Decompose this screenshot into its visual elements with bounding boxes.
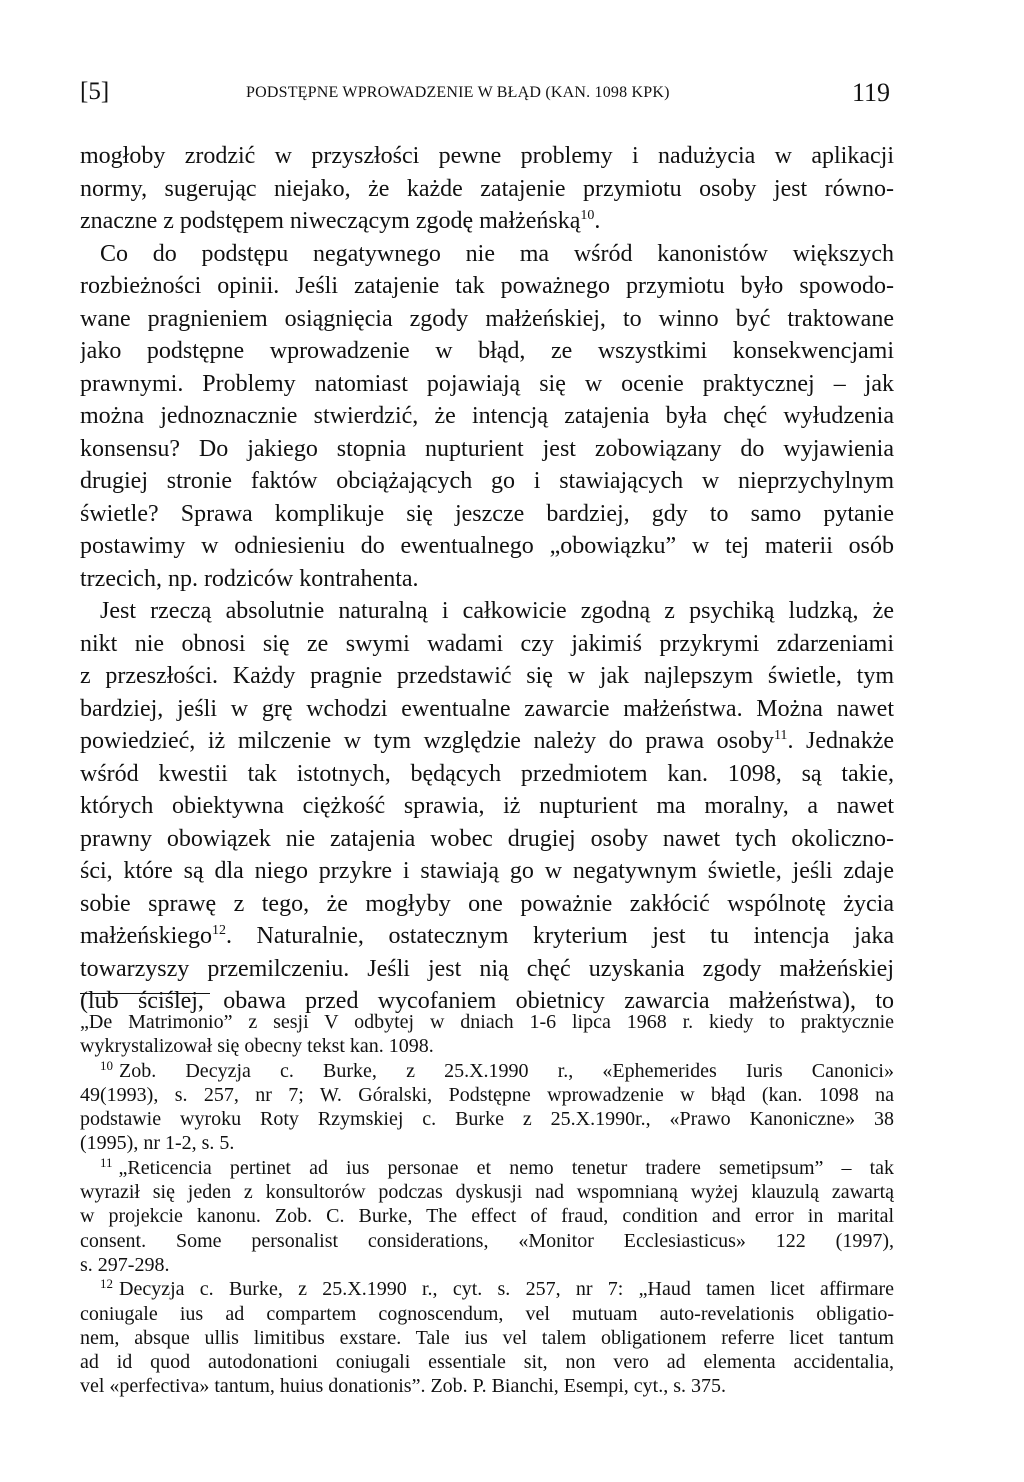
body-line: postawimy w odniesieniu do ewentualnego „obowiązku” w tej materii osób [80, 533, 894, 559]
footnote-reference[interactable]: 11 [773, 728, 788, 743]
body-line: powiedzieć, iż milczenie w tym względzie należy do prawa osoby$^{11}$. Jednakże [80, 728, 894, 754]
body-line: Co do podstępu negatywnego nie ma wśród kanonistów większych [100, 240, 894, 267]
footnote-line: w projekcie kanonu. Zob. C. Burke, The effect of fraud, condition and error in marital [80, 1205, 894, 1228]
body-line: jako podstępne wprowadzenie w błąd, ze wszystkimi konsekwencjami [80, 338, 894, 364]
footnote-line: 49(1993), s. 257, nr 7; W. Góralski, Podstępne wprowadzenie w błąd (kan. 1098 na [80, 1083, 894, 1106]
page-number: 119 [851, 78, 890, 107]
running-header [80, 70, 894, 110]
body-text [80, 140, 894, 1018]
footnote-line: wykrystalizował się obecny tekst kan. 1098. [80, 1035, 434, 1058]
footnote-number: 12 [100, 1277, 113, 1292]
footnotes [80, 1010, 894, 1399]
body-line: wane pragnieniem osiągnięcia zgody małżeńskiej, to winno być traktowane [80, 305, 894, 332]
running-title: PODSTĘPNE WPROWADZENIE W BŁĄD (KAN. 1098 KPK) [246, 84, 670, 101]
footnote-line: podstawie wyroku Roty Rzymskiej c. Burke z 25.X.1990r., «Prawo Kanoniczne» 38 [80, 1108, 894, 1131]
footnote-reference[interactable]: 12 [211, 923, 226, 938]
body-line: mogłoby zrodzić w przyszłości pewne problemy i nadużycia w aplikacji [80, 143, 894, 169]
body-line: bardziej, jeśli w grę wchodzi ewentualne zawarcie małżeństwa. Można nawet [80, 695, 894, 722]
body-line: konsensu? Do jakiego stopnia nupturient jest zobowiązany do wyjawienia [80, 435, 894, 462]
body-line: nikt nie obnosi się ze swymi wadami czy jakimiś przykrymi zdarzeniami [80, 630, 894, 657]
footnote-separator [80, 993, 210, 994]
body-line: Jest rzeczą absolutnie naturalną i całkowicie zgodną z psychiką ludzką, że [100, 598, 894, 624]
body-line: wśród kwestii tak istotnych, będących przedmiotem kan. 1098, są takie, [80, 760, 894, 787]
body-line: drugiej stronie faktów obciążających go i stawiających w nieprzychylnym [80, 468, 894, 494]
footnote-reference[interactable]: 10 [580, 208, 595, 223]
body-line: małżeńskiego$^{12}$. Naturalnie, ostatecznym kryterium jest tu intencja jaka [80, 923, 894, 949]
footnote-line: wyraził się jeden z konsultorów podczas dyskusji nad wspomnianą wyżej klauzulą zawartą [80, 1181, 894, 1204]
body-line: świetle? Sprawa komplikuje się jeszcze bardziej, gdy to samo pytanie [80, 500, 894, 527]
body-line: trzecich, np. rodziców kontrahenta. [80, 565, 419, 592]
footnote-line: „De Matrimonio” z sesji V odbytej w dniach 1-6 lipca 1968 r. kiedy to praktycznie [80, 1011, 894, 1033]
footnote-line: $^{12}$ Decyzja c. Burke, z 25.X.1990 r., cyt. s. 257, nr 7: „Haud tamen licet affirmare [100, 1277, 894, 1301]
body-line: można jednoznacznie stwierdzić, że intencją zatajenia była chęć wyłudzenia [80, 403, 894, 429]
footnote-line: vel «perfectiva» tantum, huius donationis”. Zob. P. Bianchi, Esempi, cyt., s. 375. [80, 1375, 727, 1398]
footnote-line: ad id quod autodonationi coniugali essentiale sit, non vero ad elementa accidentalia, [80, 1351, 894, 1374]
footnote-line: $^{11}$ „Reticencia pertinet ad ius personae et nemo tenetur tradere semetipsum” – tak [100, 1155, 894, 1179]
body-line: rozbieżności opinii. Jeśli zatajenie tak poważnego przymiotu było spowodo- [80, 273, 894, 299]
body-line: których obiektywna ciężkość sprawia, iż nupturient ma moralny, a nawet [80, 793, 894, 819]
body-line: (lub ściślej, obawa przed wycofaniem obietnicy zawarcia małżeństwa), to [80, 988, 894, 1014]
section-number: [5] [80, 78, 110, 105]
body-line: prawnymi. Problemy natomiast pojawiają się w ocenie praktycznej – jak [80, 370, 894, 397]
footnote-line: coniugale ius ad compartem cognoscendum, vel mutuam auto-revelationis obligatio- [80, 1302, 894, 1325]
footnote-line: nem, absque ullis limitibus exstare. Tale ius vel talem obligationem referre licet tantum [80, 1326, 894, 1349]
footnote-line: (1995), nr 1-2, s. 5. [80, 1132, 235, 1155]
body-line: ści, które są dla niego przykre i stawiają go w negatywnym świetle, jeśli zdaje [80, 858, 894, 884]
footnote-line: s. 297-298. [80, 1253, 170, 1276]
footnote-number: 11 [100, 1155, 113, 1170]
body-line: prawny obowiązek nie zatajenia wobec drugiej osoby nawet tych okoliczno- [80, 825, 894, 852]
footnote-line: consent. Some personalist considerations, «Monitor Ecclesiasticus» 122 (1997), [80, 1229, 894, 1252]
footnote-line: $^{10}$ Zob. Decyzja c. Burke, z 25.X.1990 r., «Ephemerides Iuris Canonici» [100, 1058, 894, 1082]
body-line: towarzyszy przemilczeniu. Jeśli jest nią chęć uzyskania zgody małżeńskiej [80, 955, 894, 982]
body-line: znaczne z podstępem niweczącym zgodę małżeńską$^{10}$. [80, 208, 601, 234]
body-line: sobie sprawę z tego, że mogłyby one poważnie zakłócić wspólnotę życia [80, 890, 894, 917]
body-line: z przeszłości. Każdy pragnie przedstawić się w jak najlepszym świetle, tym [80, 663, 894, 689]
footnote-number: 10 [100, 1058, 113, 1073]
body-line: normy, sugerując niejako, że każde zatajenie przymiotu osoby jest równo- [80, 175, 894, 202]
